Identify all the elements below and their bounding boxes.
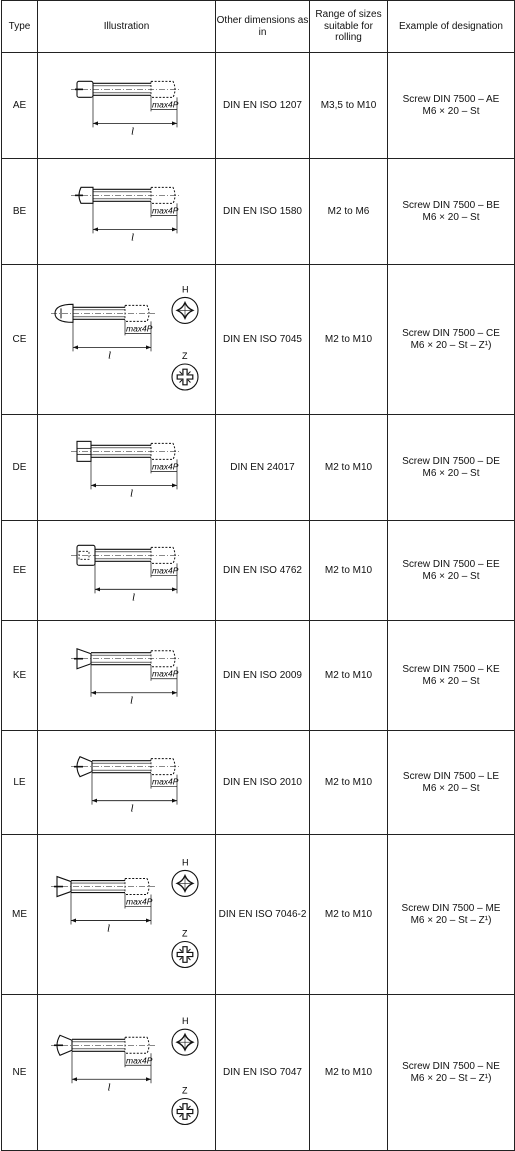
- max4p-label: max4P: [125, 322, 152, 333]
- designation-line-2: M6 × 20 – St: [422, 211, 480, 223]
- designation-line-2: M6 × 20 – St: [422, 570, 480, 582]
- illustration-cell: [38, 835, 216, 995]
- designation-line-2: M6 × 20 – St: [422, 675, 480, 687]
- designation-line-1: Screw DIN 7500 – AE: [402, 94, 500, 105]
- screw-side-view: [71, 545, 181, 565]
- length-label: l: [131, 590, 135, 603]
- header-illustration: Illustration: [38, 1, 216, 53]
- designation-line-1: Screw DIN 7500 – ME: [401, 903, 501, 914]
- table-row: [2, 415, 515, 521]
- screw-side-view: [71, 756, 181, 776]
- screw-drawing: [39, 266, 215, 414]
- range-cell: M2 to M6: [310, 159, 388, 265]
- other-dimensions-cell: DIN EN ISO 2010: [216, 731, 310, 835]
- table-row: [2, 53, 515, 159]
- designation-cell: [388, 621, 515, 731]
- max4p-label: max4P: [151, 460, 178, 471]
- designation-line-1: Screw DIN 7500 – CE: [402, 328, 500, 339]
- range-cell: M2 to M10: [310, 415, 388, 521]
- max4p-label: max4P: [125, 896, 152, 907]
- phillips-h-icon: [172, 870, 198, 896]
- screw-side-view: [51, 304, 155, 322]
- max4p-label: max4P: [125, 1054, 152, 1065]
- length-label: l: [107, 1080, 111, 1093]
- screw-side-view: [71, 441, 181, 461]
- header-other-dimensions: Other dimensions as in: [216, 1, 310, 53]
- illustration-cell: [38, 731, 216, 835]
- header-range: Range of sizes suitable for rolling: [310, 1, 388, 53]
- illustration-cell: [38, 265, 216, 415]
- length-label: l: [130, 124, 134, 137]
- type-cell: NE: [2, 995, 38, 1151]
- other-dimensions-cell: DIN EN ISO 4762: [216, 521, 310, 621]
- screw-side-view: [71, 187, 181, 203]
- pozidriv-z-icon: [172, 364, 198, 390]
- table-row: [2, 521, 515, 621]
- designation-line-1: Screw DIN 7500 – LE: [402, 771, 500, 782]
- screw-drawing: [39, 732, 215, 834]
- illustration-cell: [38, 521, 216, 621]
- other-dimensions-cell: DIN EN ISO 7047: [216, 995, 310, 1151]
- type-cell: CE: [2, 265, 38, 415]
- illustration-cell: [38, 159, 216, 265]
- length-label: l: [130, 802, 134, 815]
- type-cell: DE: [2, 415, 38, 521]
- phillips-h-icon: [172, 297, 198, 323]
- table-row: [2, 731, 515, 835]
- header-row: [2, 1, 515, 53]
- other-dimensions-cell: DIN EN ISO 1580: [216, 159, 310, 265]
- type-cell: AE: [2, 53, 38, 159]
- length-label: l: [130, 230, 134, 243]
- screw-drawing: [39, 522, 215, 620]
- range-cell: M3,5 to M10: [310, 53, 388, 159]
- screw-drawing: [39, 836, 215, 994]
- type-cell: EE: [2, 521, 38, 621]
- z-label: Z: [181, 928, 187, 938]
- screw-drawing: [39, 54, 215, 158]
- illustration-cell: [38, 415, 216, 521]
- designation-line-1: Screw DIN 7500 – KE: [402, 664, 500, 675]
- designation-cell: [388, 995, 515, 1151]
- range-cell: M2 to M10: [310, 521, 388, 621]
- screw-drawing: [39, 416, 215, 520]
- screw-side-view: [51, 1035, 155, 1055]
- range-cell: M2 to M10: [310, 835, 388, 995]
- designation-cell: [388, 731, 515, 835]
- range-cell: M2 to M10: [310, 621, 388, 731]
- max4p-label: max4P: [151, 776, 178, 787]
- designation-line-2: M6 × 20 – St – Z¹): [410, 339, 492, 351]
- designation-cell: [388, 415, 515, 521]
- designation-line-1: Screw DIN 7500 – DE: [402, 456, 500, 467]
- h-label: H: [181, 856, 188, 867]
- designation-cell: [388, 159, 515, 265]
- range-cell: M2 to M10: [310, 995, 388, 1151]
- range-cell: M2 to M10: [310, 265, 388, 415]
- screw-drawing: [39, 996, 215, 1150]
- designation-line-1: Screw DIN 7500 – NE: [402, 1061, 500, 1072]
- range-cell: M2 to M10: [310, 731, 388, 835]
- h-label: H: [181, 283, 188, 294]
- designation-line-1: Screw DIN 7500 – EE: [402, 559, 500, 570]
- screw-side-view: [71, 81, 181, 97]
- header-example: Example of designation: [388, 1, 515, 53]
- max4p-label: max4P: [151, 564, 178, 575]
- other-dimensions-cell: DIN EN ISO 1207: [216, 53, 310, 159]
- length-label: l: [129, 694, 133, 707]
- designation-line-2: M6 × 20 – St: [422, 105, 480, 117]
- illustration-cell: [38, 621, 216, 731]
- designation-line-2: M6 × 20 – St: [422, 782, 480, 794]
- screw-side-view: [51, 876, 155, 896]
- screw-drawing: [39, 622, 215, 730]
- length-label: l: [129, 486, 133, 499]
- designation-line-2: M6 × 20 – St – Z¹): [410, 1072, 492, 1084]
- illustration-cell: [38, 53, 216, 159]
- header-type: Type: [2, 1, 38, 53]
- h-label: H: [181, 1015, 188, 1026]
- table-row: [2, 621, 515, 731]
- pozidriv-z-icon: [172, 941, 198, 967]
- screw-types-table: [1, 0, 515, 1151]
- other-dimensions-cell: DIN EN ISO 7046-2: [216, 835, 310, 995]
- max4p-label: max4P: [151, 98, 178, 109]
- type-cell: LE: [2, 731, 38, 835]
- type-cell: ME: [2, 835, 38, 995]
- table-row: [2, 265, 515, 415]
- max4p-label: max4P: [151, 204, 178, 215]
- designation-line-2: M6 × 20 – St: [422, 467, 480, 479]
- pozidriv-z-icon: [172, 1098, 198, 1124]
- other-dimensions-cell: DIN EN 24017: [216, 415, 310, 521]
- length-label: l: [107, 348, 111, 361]
- type-cell: BE: [2, 159, 38, 265]
- screw-drawing: [39, 160, 215, 264]
- table-row: [2, 835, 515, 995]
- phillips-h-icon: [172, 1029, 198, 1055]
- table-row: [2, 159, 515, 265]
- other-dimensions-cell: DIN EN ISO 2009: [216, 621, 310, 731]
- other-dimensions-cell: DIN EN ISO 7045: [216, 265, 310, 415]
- screw-side-view: [71, 648, 181, 668]
- designation-cell: [388, 521, 515, 621]
- illustration-cell: [38, 995, 216, 1151]
- z-label: Z: [181, 350, 187, 361]
- max4p-label: max4P: [151, 668, 178, 679]
- length-label: l: [106, 922, 110, 935]
- type-cell: KE: [2, 621, 38, 731]
- designation-cell: [388, 53, 515, 159]
- designation-cell: [388, 265, 515, 415]
- table-row: [2, 995, 515, 1151]
- designation-cell: [388, 835, 515, 995]
- z-label: Z: [181, 1085, 187, 1095]
- designation-line-2: M6 × 20 – St – Z¹): [410, 914, 492, 926]
- designation-line-1: Screw DIN 7500 – BE: [402, 200, 500, 211]
